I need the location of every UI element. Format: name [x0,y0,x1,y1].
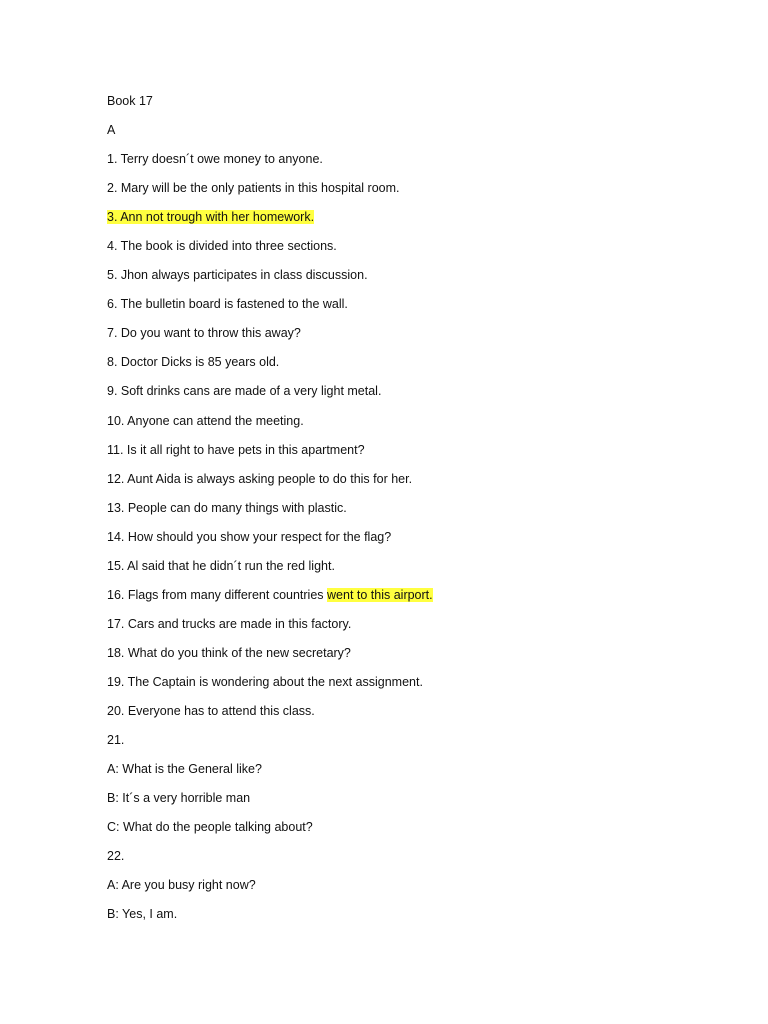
line-9: 9. Soft drinks cans are made of a very light metal. [107,384,382,399]
dialogue-line: B: It´s a very horrible man [107,791,251,806]
line-19: 19. The Captain is wondering about the next assignment. [107,674,423,689]
line-15: 15. Al said that he didn´t run the red light. [107,558,335,573]
line-21: 21. [107,733,125,748]
line-6: 6. The bulletin board is fastened to the wall. [107,297,348,312]
line-12: 12. Aunt Aida is always asking people to do this for her. [107,471,413,486]
dialogue-line: A: What is the General like? [107,762,262,777]
line-10: 10. Anyone can attend the meeting. [107,413,304,428]
line-18: 18. What do you think of the new secretary? [107,645,351,660]
line-5: 5. Jhon always participates in class discussion. [107,268,368,283]
dialogue-line: A: Are you busy right now? [107,878,256,893]
line-4: 4. The book is divided into three sections. [107,239,337,254]
line-20: 20. Everyone has to attend this class. [107,703,315,718]
document-body [107,93,727,935]
line-13: 13. People can do many things with plastic. [107,500,347,515]
line-2: 2. Mary will be the only patients in this hospital room. [107,181,400,196]
line-7: 7. Do you want to throw this away? [107,326,301,341]
section-label: A [107,123,116,138]
document-title: Book 17 [107,94,153,108]
line-22: 22. [107,849,125,864]
dialogue-line: C: What do the people talking about? [107,820,313,835]
line-11: 11. Is it all right to have pets in this apartment? [107,442,365,457]
line-3 [107,209,727,238]
line-16-text: 16. Flags from many different countries [107,587,328,602]
dialogue-line: B: Yes, I am. [107,907,178,922]
line-17: 17. Cars and trucks are made in this factory. [107,616,352,631]
line-8: 8. Doctor Dicks is 85 years old. [107,355,280,370]
line-1: 1. Terry doesn´t owe money to anyone. [107,152,323,167]
highlighted-phrase: went to this airport. [327,587,433,602]
line-14: 14. How should you show your respect for the flag? [107,529,392,544]
highlighted-sentence: 3. Ann not trough with her homework. [107,210,315,225]
line-16 [107,587,727,616]
